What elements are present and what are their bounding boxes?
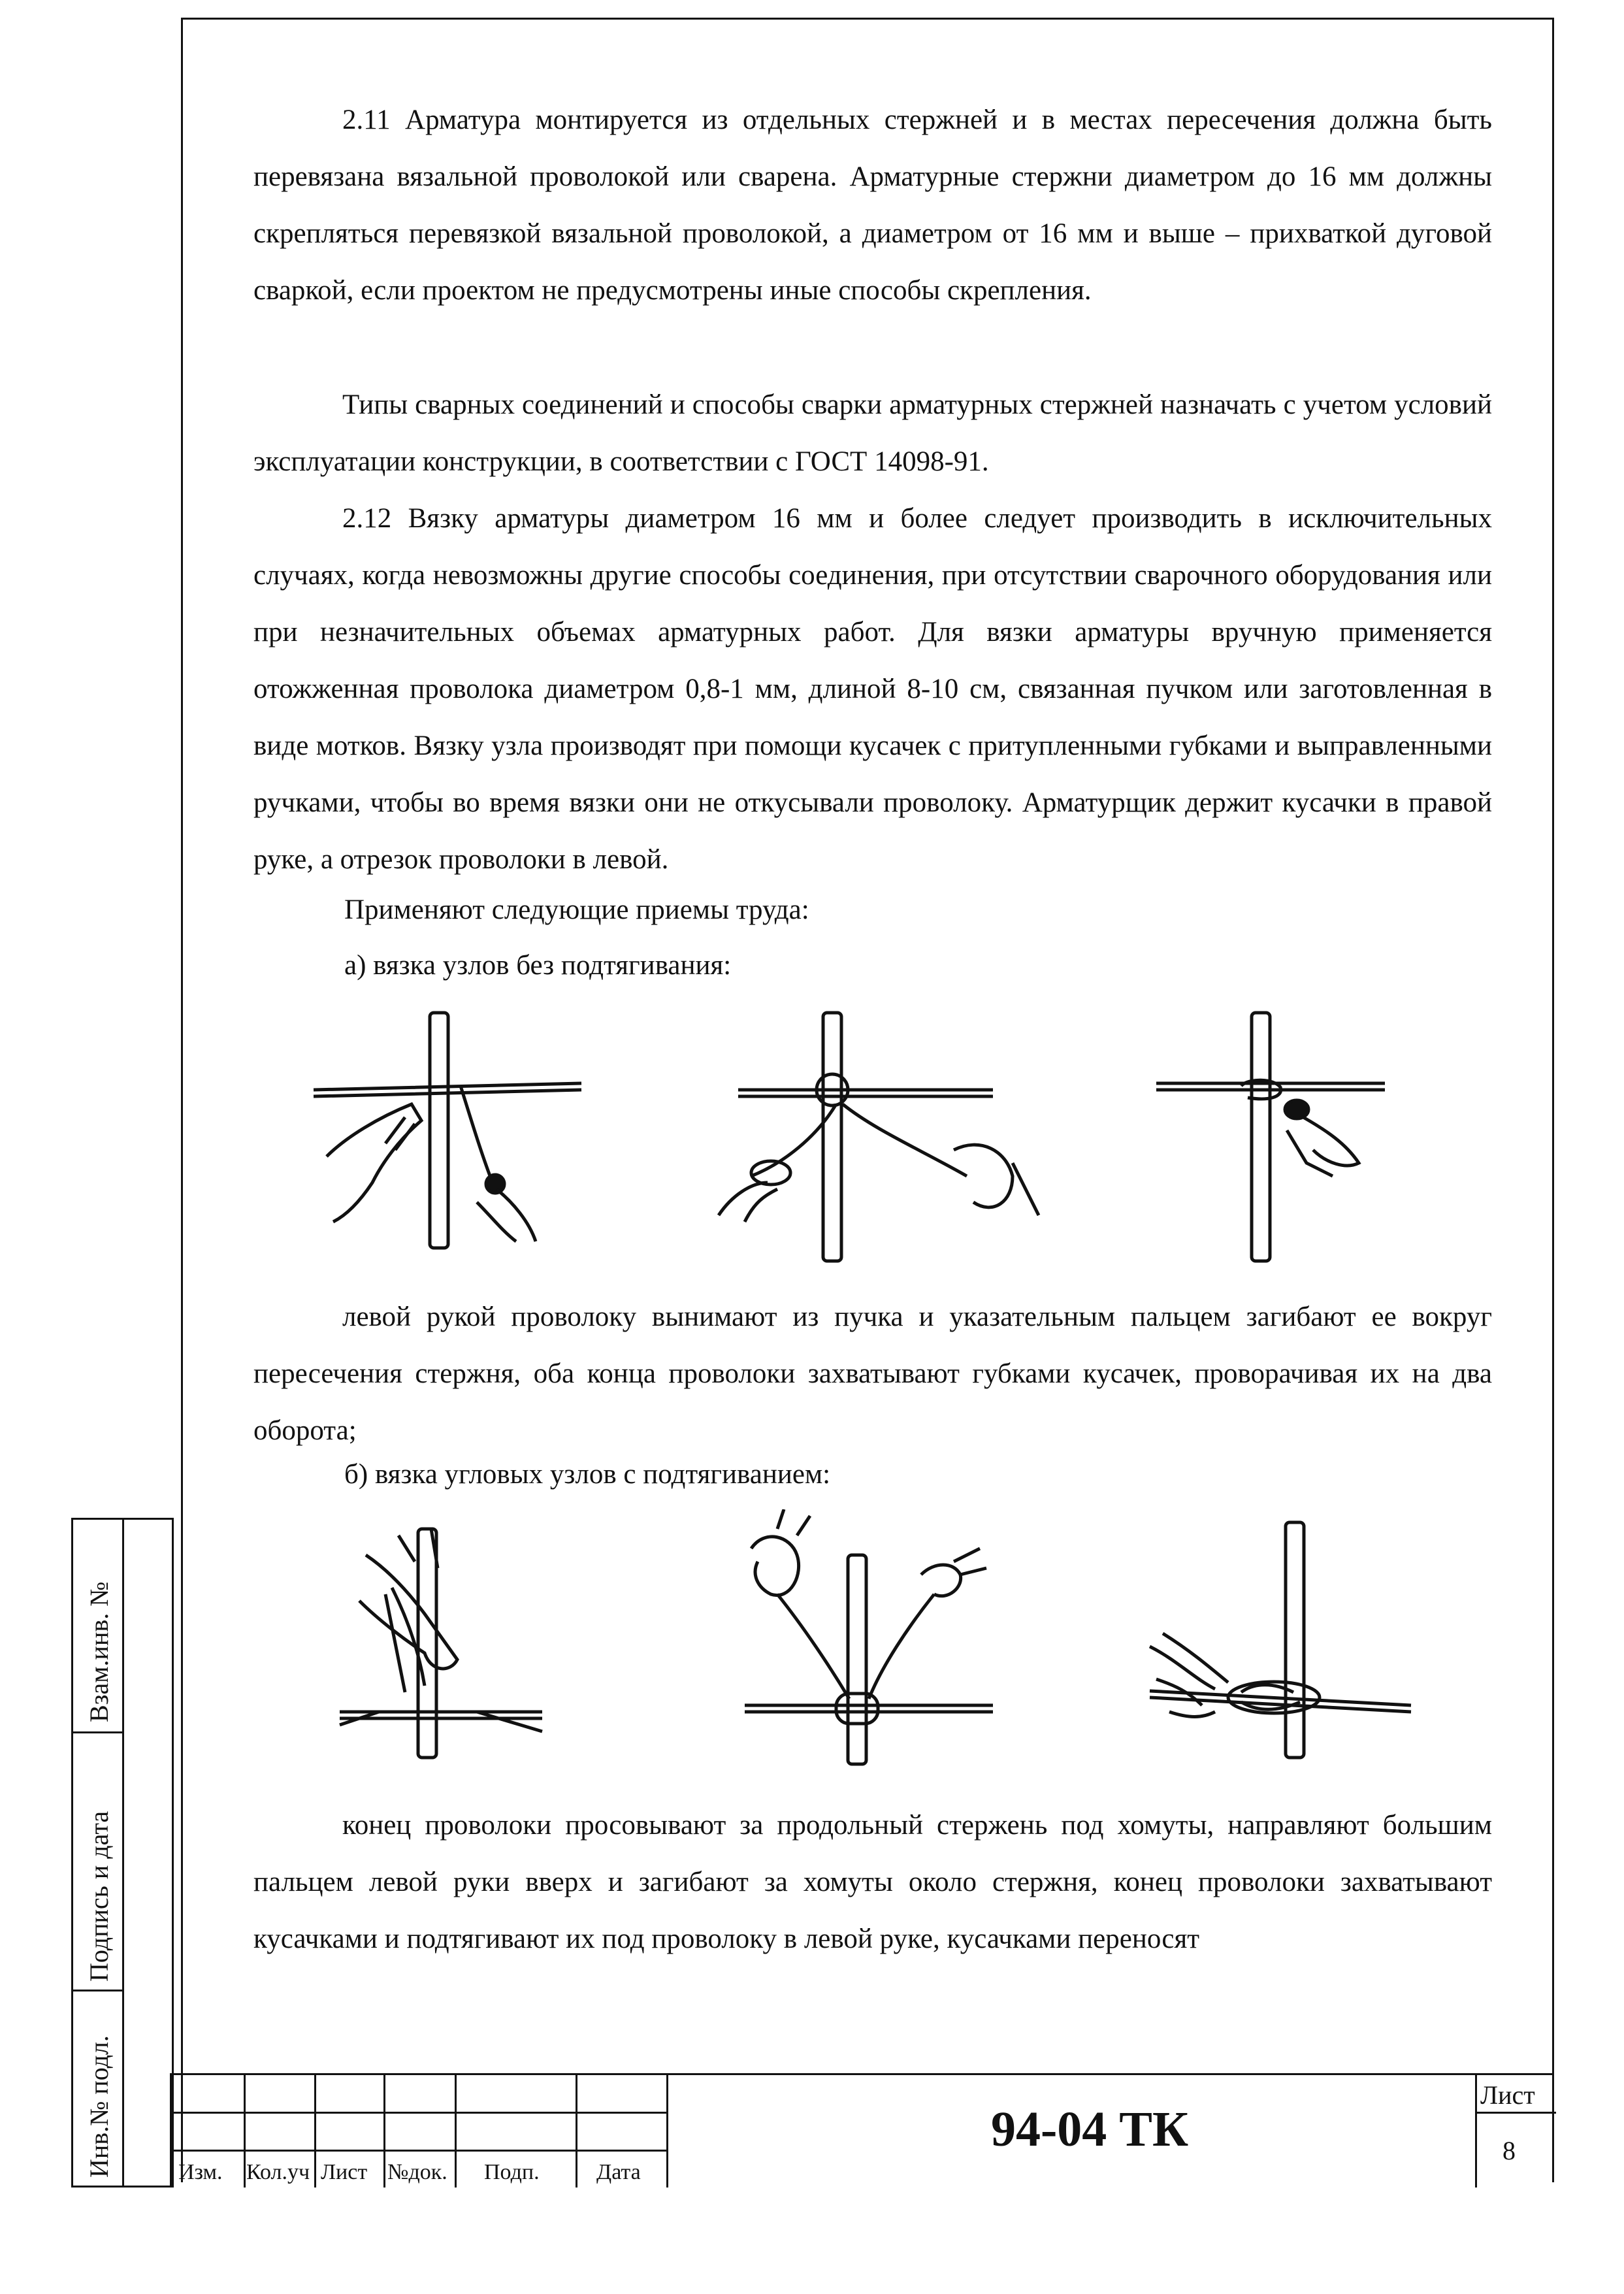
sheet-label: Лист (1480, 2080, 1535, 2110)
title-block-col-line-3 (383, 2075, 385, 2187)
title-block-col-line-1 (244, 2075, 246, 2187)
side-stamp (71, 1518, 174, 2187)
title-block-col-line-2 (314, 2075, 316, 2187)
side-label-replaced-inv: Взам.инв. № (84, 1581, 114, 1722)
document-code: 94-04 ТК (990, 2102, 1189, 2157)
figure-a3-knot-finished (1150, 1006, 1398, 1268)
figure-b1-wire-push (327, 1516, 562, 1771)
description-a: левой рукой проволоку вынимают из пучка и указательным пальцем загибают ее вокруг пересечения стержня, оба конца проволоки захватывают губками кусачек, проворачивая их на два оборота; (253, 1302, 1492, 1446)
title-block-col-line-6 (666, 2075, 668, 2187)
figure-a1-knot-start (307, 1006, 594, 1261)
item-a-heading: а) вязка узлов без подтягивания: (344, 950, 732, 981)
title-block-row-line-2 (172, 2150, 668, 2152)
column-label-date: Дата (596, 2160, 641, 2184)
title-block-row-line-1 (172, 2112, 668, 2114)
side-cell-sign-date (73, 1733, 124, 1991)
side-cell-inv-orig (73, 1991, 124, 2187)
figure-b3-corner-knot (1143, 1516, 1418, 1764)
column-label-change: Изм. (178, 2160, 223, 2184)
paragraph-2-11: 2.11 Арматура монтируется из отдельных стержней и в местах пересечения должна быть перевязана вязальной проволокой или сварена. Арматурные стержни диаметром до 16 мм должны скрепляться перевязкой вязальной проволокой, а диаметром от 16 мм и выше – прихваткой дуговой сваркой, если проектом не предусмотрены иные способы скрепления. (253, 105, 1492, 306)
side-label-inv-orig: Инв.№ подл. (84, 2035, 114, 2178)
column-label-count: Кол.уч (246, 2160, 310, 2184)
item-b-heading: б) вязка угловых узлов с подтягиванием: (344, 1459, 831, 1490)
title-block-col-line-5 (576, 2075, 577, 2187)
column-label-doc-number: №док. (387, 2160, 447, 2184)
title-block-sheet-line (1475, 2112, 1556, 2114)
title-block-col-line-4 (455, 2075, 457, 2187)
figure-a2-wire-twist (706, 1006, 1045, 1268)
title-block (170, 2073, 1554, 2187)
side-label-sign-date: Подпись и дата (84, 1811, 114, 1982)
sheet-number: 8 (1502, 2136, 1516, 2165)
column-label-signature: Подп. (484, 2160, 540, 2184)
side-cell-replaced-inv (73, 1520, 124, 1733)
paragraph-2-12: 2.12 Вязку арматуры диаметром 16 мм и более следует производить в исключительных случаях, когда невозможны другие способы соединения, при отсутствии сварочного оборудования или при незначительных объемах арматурных работ. Для вязки арматуры вручную применяется отожженная проволока диаметром 0,8-1 мм, длиной 8-10 см, связанная пучком или заготовленная в виде мотков. Вязку узла производят при помощи кусачек с притупленными губками и выправленными ручками, чтобы во время вязки они не откусывали проволоку. Арматурщик держит кусачки в правой руке, а отрезок проволоки в левой. (253, 503, 1492, 875)
title-block-sheet-divider (1475, 2075, 1477, 2187)
description-b: конец проволоки просовывают за продольный стержень под хомуты, направляют большим пальцем левой руки вверх и загибают за хомуты около стержня, конец проволоки захватывают кусачками и подтягивают их под проволоку в левой руке, кусачками переносят (253, 1810, 1492, 1954)
figure-b2-pull-up (738, 1509, 999, 1771)
paragraph-weld-types: Типы сварных соединений и способы сварки арматурных стержней назначать с учетом условий эксплуатации конструкции, в соответствии с ГОСТ 14098-91. (253, 389, 1492, 477)
column-label-sheet: Лист (321, 2160, 368, 2184)
methods-intro: Применяют следующие приемы труда: (344, 894, 809, 925)
